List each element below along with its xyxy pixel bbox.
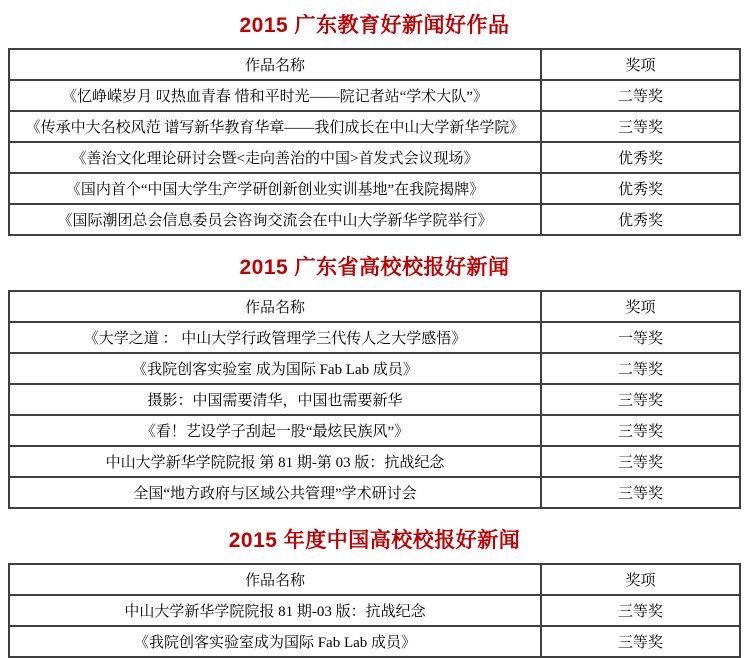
table-row: [9, 626, 740, 657]
column-header-award: 奖项: [541, 291, 740, 322]
work-title-cell: 《我院创客实验室 成为国际 Fab Lab 成员》: [9, 353, 541, 384]
column-header-award: 奖项: [541, 49, 740, 80]
award-section: [8, 9, 741, 236]
table-row: [9, 173, 740, 204]
work-title-cell: 摄影：中国需要清华，中国也需要新华: [9, 384, 541, 415]
award-cell: 三等奖: [541, 384, 740, 415]
award-cell: 优秀奖: [541, 173, 740, 204]
table-header: [9, 49, 740, 80]
work-title-cell: 《传承中大名校风范 谱写新华教育华章——我们成长在中山大学新华学院》: [9, 111, 541, 142]
award-table: [8, 563, 741, 658]
award-cell: 二等奖: [541, 353, 740, 384]
column-header-work: 作品名称: [9, 564, 541, 595]
table-row: [9, 111, 740, 142]
table-body: [9, 595, 740, 657]
award-table: [8, 48, 741, 236]
award-cell: 三等奖: [541, 626, 740, 657]
table-body: [9, 80, 740, 235]
award-cell: 一等奖: [541, 322, 740, 353]
table-header-row: [9, 49, 740, 80]
award-table: [8, 290, 741, 509]
work-title-cell: 《国际潮团总会信息委员会咨询交流会在中山大学新华学院举行》: [9, 204, 541, 235]
table-row: [9, 204, 740, 235]
table-row: [9, 384, 740, 415]
award-cell: 三等奖: [541, 111, 740, 142]
award-cell: 优秀奖: [541, 142, 740, 173]
work-title-cell: 全国“地方政府与区域公共管理”学术研讨会: [9, 477, 541, 508]
table-row: [9, 477, 740, 508]
award-cell: 二等奖: [541, 80, 740, 111]
column-header-award: 奖项: [541, 564, 740, 595]
section-title: 2015 广东省高校校报好新闻: [239, 256, 510, 279]
award-cell: 三等奖: [541, 595, 740, 626]
section-title: 2015 广东教育好新闻好作品: [239, 14, 510, 37]
table-row: [9, 80, 740, 111]
award-cell: 三等奖: [541, 446, 740, 477]
table-row: [9, 446, 740, 477]
work-title-cell: 《看！艺设学子刮起一股“最炫民族风”》: [9, 415, 541, 446]
award-cell: 三等奖: [541, 415, 740, 446]
work-title-cell: 中山大学新华学院院报 81 期-03 版：抗战纪念: [9, 595, 541, 626]
table-header-row: [9, 564, 740, 595]
table-header-row: [9, 291, 740, 322]
table-row: [9, 415, 740, 446]
table-body: [9, 322, 740, 508]
award-cell: 优秀奖: [541, 204, 740, 235]
work-title-cell: 《忆峥嵘岁月 叹热血青春 惜和平时光——院记者站“学术大队”》: [9, 80, 541, 111]
column-header-work: 作品名称: [9, 291, 541, 322]
award-section: [8, 524, 741, 658]
award-section: [8, 251, 741, 509]
work-title-cell: 《国内首个“中国大学生产学研创新创业实训基地”在我院揭牌》: [9, 173, 541, 204]
award-cell: 三等奖: [541, 477, 740, 508]
section-title: 2015 年度中国高校校报好新闻: [228, 529, 521, 552]
table-header: [9, 291, 740, 322]
table-row: [9, 353, 740, 384]
column-header-work: 作品名称: [9, 49, 541, 80]
table-header: [9, 564, 740, 595]
work-title-cell: 《我院创客实验室成为国际 Fab Lab 成员》: [9, 626, 541, 657]
work-title-cell: 中山大学新华学院院报 第 81 期-第 03 版：抗战纪念: [9, 446, 541, 477]
table-row: [9, 322, 740, 353]
work-title-cell: 《善治文化理论研讨会暨<走向善治的中国>首发式会议现场》: [9, 142, 541, 173]
table-row: [9, 595, 740, 626]
table-row: [9, 142, 740, 173]
work-title-cell: 《大学之道 ： 中山大学行政管理学三代传人之大学感悟》: [9, 322, 541, 353]
